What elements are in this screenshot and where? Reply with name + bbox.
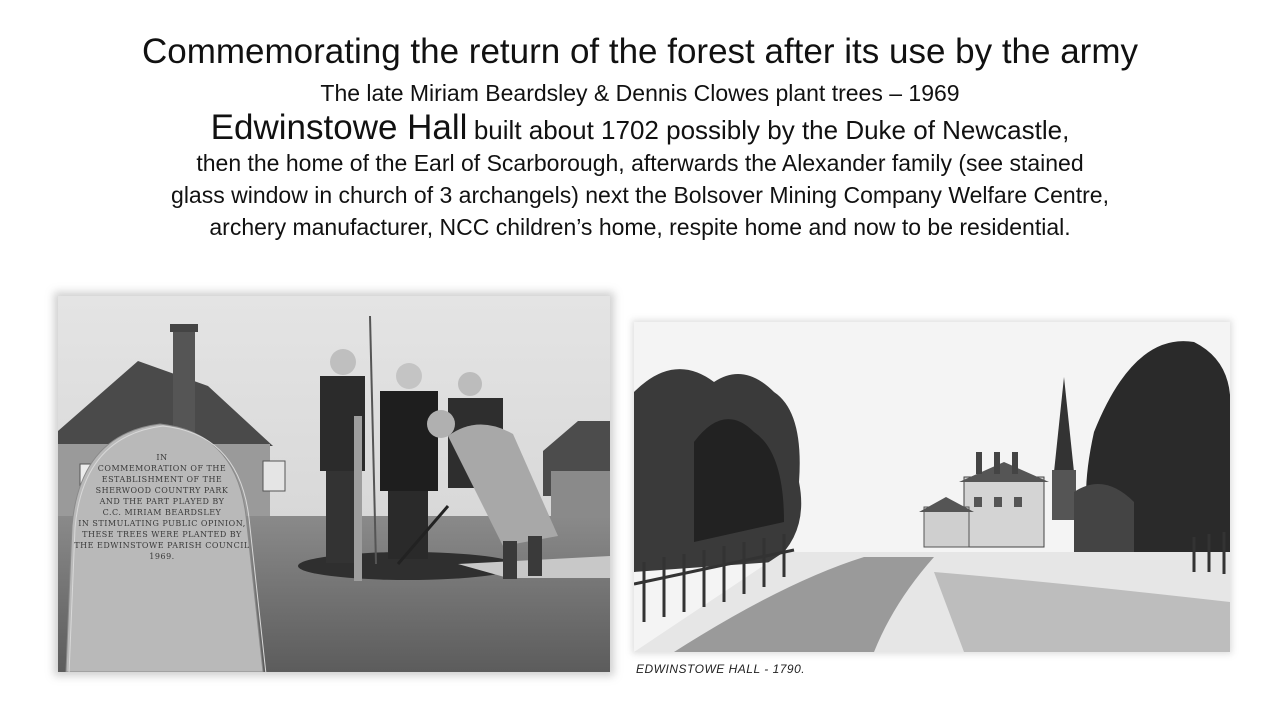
hall-name: Edwinstowe Hall — [210, 108, 468, 147]
hall-intro: built about 1702 possibly by the Duke of Newcastle, — [473, 115, 1070, 145]
slide-title: Commemorating the return of the forest after its use by the army — [142, 32, 1138, 71]
engraving-caption: EDWINSTOWE HALL - 1790. — [636, 662, 806, 676]
stone-line: THE EDWINSTOWE PARISH COUNCIL — [74, 541, 250, 550]
hall-line-4: archery manufacturer, NCC children’s home, respite home and now to be residential. — [209, 214, 1071, 240]
stone-line: AND THE PART PLAYED BY — [99, 497, 225, 506]
stone-line: IN STIMULATING PUBLIC OPINION, — [78, 519, 246, 528]
tree-planting-photo — [58, 296, 610, 672]
hall-line-2: then the home of the Earl of Scarborough, afterwards the Alexander family (see stained — [196, 150, 1084, 176]
stone-line: SHERWOOD COUNTRY PARK — [95, 486, 229, 495]
hall-line-3: glass window in church of 3 archangels) next the Bolsover Mining Company Welfare Centre, — [171, 182, 1109, 208]
hall-description — [40, 108, 1240, 243]
edwinstowe-hall-engraving — [634, 322, 1230, 652]
stone-line: C.C. MIRIAM BEARDSLEY — [102, 508, 222, 517]
stone-line: ESTABLISHMENT OF THE — [101, 475, 223, 484]
slide-subtitle: The late Miriam Beardsley & Dennis Clowes plant trees – 1969 — [320, 80, 960, 106]
stone-line: THESE TREES WERE PLANTED BY — [82, 530, 242, 539]
stone-line: COMMEMORATION OF THE — [97, 464, 227, 473]
stone-line: IN — [156, 453, 168, 462]
stone-line: 1969. — [149, 552, 175, 561]
